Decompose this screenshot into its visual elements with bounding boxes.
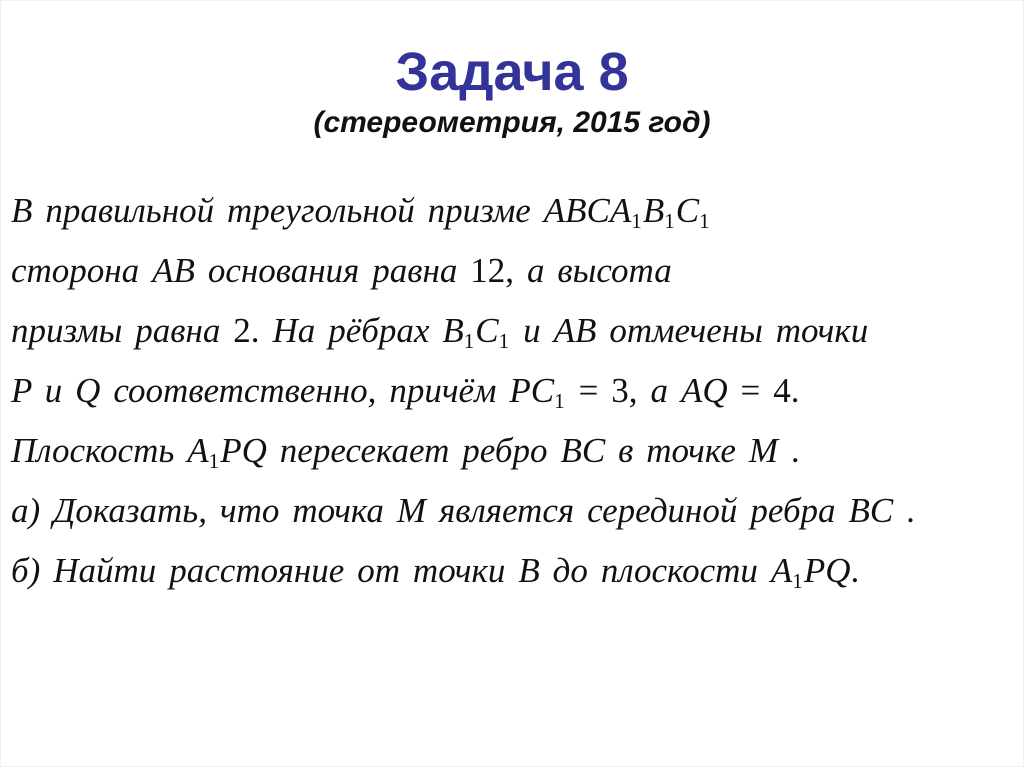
text-segment: является серединой ребра [426,491,849,530]
text-segment: = 4. [727,371,800,410]
text-segment: 12, [470,251,515,290]
text-segment: Q [75,371,101,410]
text-segment: B [442,311,464,350]
text-segment: 1 [463,328,476,353]
text-segment: а высота [514,251,672,290]
text-segment: до плоскости [539,551,771,590]
text-segment: призмы равна [11,311,234,350]
text-segment: 1 [792,568,804,593]
text-segment: а [637,371,681,410]
text-segment: 1 [208,448,221,473]
text-segment: . [893,491,915,530]
text-segment: 1 [699,208,711,233]
text-segment: C [675,191,700,230]
text-segment: . [850,551,860,590]
text-segment: ABCA [543,191,632,230]
text-segment: AB [152,251,195,290]
text-segment: AQ [680,371,728,410]
text-segment: На рёбрах [259,311,443,350]
text-segment: основания равна [194,251,471,290]
problem-line [11,301,1017,361]
text-segment: C [475,311,499,350]
text-segment: . [777,431,800,470]
text-segment: пересекает ребро [266,431,561,470]
text-segment: = 3, [565,371,638,410]
problem-line [11,421,1017,481]
text-segment: 1 [631,208,643,233]
text-segment: Плоскость [11,431,188,470]
text-segment: PC [509,371,555,410]
text-segment: и [510,311,554,350]
text-segment: В правильной треугольной призме [11,191,544,230]
text-segment: а) Доказать, что точка [11,491,397,530]
text-segment: M [748,431,778,470]
text-segment: A [770,551,793,590]
problem-line [11,541,1017,601]
text-segment: B [642,191,665,230]
text-segment: BC [560,431,606,470]
problem-text [11,181,1017,601]
slide-subtitle: (стереометрия, 2015 год) [313,106,711,139]
slide-title: Задача 8 [395,42,629,102]
text-segment: 1 [498,328,511,353]
text-segment: PQ [803,551,851,590]
text-segment: соответственно, причём [100,371,510,410]
text-segment: 1 [664,208,676,233]
text-segment: PQ [220,431,267,470]
text-segment: M [396,491,427,530]
problem-line [11,181,1017,241]
problem-line [11,361,1017,421]
text-segment: отмечены точки [596,311,869,350]
text-segment: B [518,551,540,590]
problem-line [11,241,1017,301]
text-segment: б) Найти расстояние от точки [11,551,519,590]
text-segment: и [31,371,76,410]
text-segment: BC [848,491,894,530]
text-segment: AB [553,311,597,350]
text-segment: в точке [605,431,749,470]
text-segment: 1 [554,388,566,413]
text-segment: P [11,371,32,410]
text-segment: сторона [11,251,153,290]
text-segment: 2. [233,311,260,350]
problem-line [11,481,1017,541]
text-segment: A [187,431,209,470]
